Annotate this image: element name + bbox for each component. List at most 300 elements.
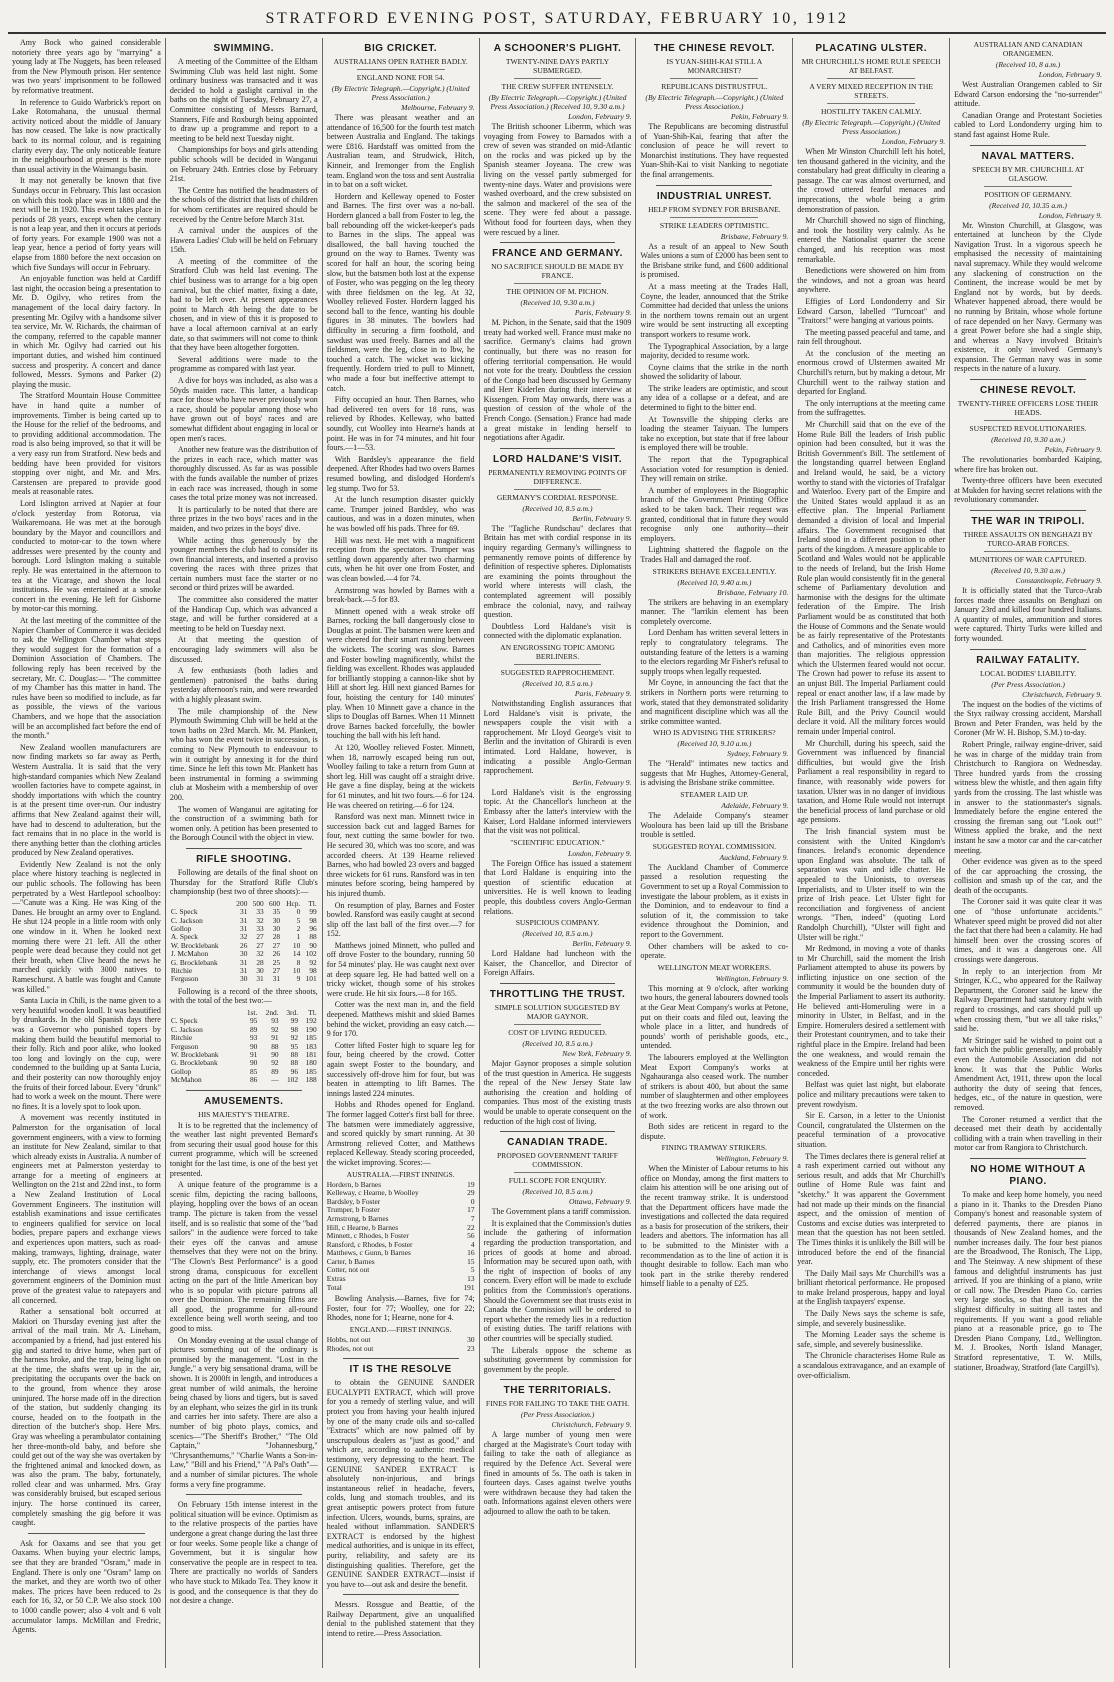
paragraph: A carnival under the auspices of the Hawera Ladies' Club will be held on February 15th. — [169, 226, 318, 255]
paragraph: Other chambers will be asked to co-operate. — [640, 941, 789, 961]
subheading: NO SACRIFICE SHOULD BE MADE BY FRANCE. — [491, 262, 624, 281]
paragraph: In reference to Guido Warbrick's report on Lake Rotomahana, the unusual thermal activity noticed about the middle of January has now ceased. The lake is now practically back to its normal colour, and is regaining clarity every day. The only noticeable feature in the neighbourhood at present is the more than usual activity in the Waimangu basin. — [12, 97, 161, 174]
table-cell: Ritchie — [170, 1033, 193, 1043]
table-cell: 101 — [305, 974, 317, 984]
paragraph: The Adelaide Company's steamer Wooloura has been laid up till the Brisbane trouble is settled. — [640, 811, 789, 840]
divider — [186, 848, 302, 849]
innings-list — [327, 1181, 475, 1293]
table-cell: 32 — [256, 949, 264, 959]
table-cell: 95 — [290, 1041, 299, 1051]
dateline: Brisbane, February 10. — [716, 587, 789, 597]
table-cell: 30 — [272, 923, 281, 933]
column-3 — [322, 38, 479, 1668]
rifle-totals-table — [170, 1009, 318, 1085]
credit-line: (By Electric Telegraph.—Copyright.) (United Press Association.) (Received 10, 9.30 a.m.) — [488, 93, 627, 111]
paragraph: On resumption of play, Barnes and Foster bowled. Ransford was easily caught at second slip off the last ball of the first over.—7 for 152. — [326, 900, 475, 939]
dateline: Pekin, February 9. — [1044, 445, 1102, 455]
divider — [970, 379, 1086, 380]
table-header: 1st. — [246, 1007, 258, 1017]
paragraph: Following are details of the final shoot on Thursday for the Stratford Rifle Club's championship (best two of three shoots):— — [169, 867, 318, 897]
paragraph: Rather a sensational bolt occurred at Makiori on Thursday evening just after the arrival of the mail train. Mr A. Lineham, accompanied by a friend, had just entered his gig and started to drive home, when part of the harness broke, and the trap, being light on at the time, the shafts went up in the air, precipitating the occupants over the back on to the ground, from whence they arose uninjured. The horse made off in the direction of the station, but suddenly changing its course, headed on to the footpath in the direction of the butcher's shop. Here Mrs. Gray was wheeling a perambulator containing her three-month-old baby, and before she could get out of the way she was overtaken by the frightened animal and knocked down, as was also the pram. The baby, fortunately, rolled clear and was unharmed. Mrs. Gray was considerably bruised, but escaped serious injury. The horse continued its career, completely smashing the gig before it was caught. — [12, 1307, 161, 1528]
paragraph: Major Gaynor proposes a simple solution of the trust question in America. He suggests the repeal of the New Jersey State law authorising the creation and holding of companies. Thus most of the existing trusts would be unable to operate consequent on the reduction of the high cost of living. — [483, 1059, 632, 1126]
paragraph: The Foreign Office has issued a statement that Lord Haldane is enquiring into the question of scientific education at universities. He is well known to leading people, this doubtless covers Anglo-German relations. — [483, 858, 632, 916]
paragraph: The Times declares there is general relief at a rash experiment carried out without any serious result, and adds that Mr Churchill's outline of Home Rule was faint and "sketchy." It was apparent the Government had not made up their minds on the financial aspect, and the omission of mention of Customs and excise duties was interpreted to mean that the question has not been settled. The Times thinks it is unlikely the Bill will be introduced before the end of the financial year. — [797, 1151, 946, 1267]
table-cell: 102 — [305, 949, 317, 959]
paragraph: Sir E. Carson, in a letter to the Unionist Council, congratulated the Ulstermen on the peaceful termination of a provocative situation. — [797, 1111, 946, 1149]
credit-line: (Received 10, 8.5 a.m.) — [522, 929, 593, 939]
credit-line: (By Electric Telegraph.—Copyright.) (United Press Association.) — [802, 118, 941, 136]
paragraph: Canadian Orange and Protestant Societies cabled to Lord Londonderry urging him to stand fast against Home Rule. — [954, 110, 1102, 139]
batsman: Matthews, c Gunn, b Barnes — [326, 1248, 411, 1258]
heading-naval-matters: NAVAL MATTERS. — [981, 150, 1075, 162]
table-cell: 89 — [271, 1066, 279, 1076]
dateline: New York, February 9. — [562, 1049, 632, 1059]
table-cell: 26 — [240, 940, 248, 950]
column-1 — [8, 38, 165, 1668]
column-4 — [479, 38, 636, 1668]
heading-territorials: THE TERRITORIALS. — [503, 1385, 612, 1397]
table-cell: 5 — [296, 915, 301, 925]
table-cell: 31 — [240, 957, 248, 967]
table-cell: 26 — [272, 949, 281, 959]
paragraph: The labourers employed at the Wellington Meat Export Company's works at Ngahauranga also ceased work. The number of strikers is about 400, but about the same number of slaughtermen and other employees at the two freezing works are also thrown out of work. — [640, 1052, 789, 1120]
runs: 29 — [467, 1188, 475, 1198]
subheading: STRIKERS BEHAVE EXCELLENTLY. — [652, 566, 777, 576]
paragraph: Hordern and Kelleway opened to Foster and Barnes. The first over was a no-ball. Hordern glanced a ball from Foster to leg, the ball rebounding off the wicket-keeper's pads to Barnes in the slips. The appeal was disallowed, the ball having touched the ground on the way to Barnes. Twenty was scored for half an hour, the scoring being slow, but the batsmen both lost at the expense of Foster, who was pegging on the leg theory with three fieldsmen on the leg. At 32, Woolley relieved Foster. Hordern lagged his second ball to the fence, wanting his double figures in 38 minutes. The bowlers had difficulty in securing a firm foothold, and sawdust was used freely. Barnes and all the fieldsmen, were the leg, close in to lbw, he touched a catch. The wicket was kicking frequently. Hordern tried to pull to Minnett, who made a four but ineffective attempt to catch. — [326, 191, 475, 393]
table-cell: 30 — [240, 949, 248, 959]
divider — [984, 186, 1072, 187]
table-cell: 190 — [305, 1024, 317, 1034]
heading-lord-haldane: LORD HALDANE'S VISIT. — [492, 453, 622, 465]
table-cell: C. Jackson — [170, 915, 203, 925]
table-cell: J. McMahon — [170, 949, 209, 959]
paragraph: Coyne claims that the strike in the north showed the solidarity of labour. — [640, 362, 789, 382]
paragraph: Championships for boys and girls attending public schools will be decided in Wanganui on February 24th. Entries close by February 21st. — [169, 145, 318, 184]
paragraph: This morning at 9 o'clock, after working two hours, the general labourers downed tools at the Gear Meat Company's works at Petone, put on their coats and filed out, leaving the whole place in a litter, and hundreds of pounds' worth of perishable goods, etc., untended. — [640, 983, 789, 1051]
runs: 19 — [467, 1179, 475, 1189]
batsman: Bardsley, b Foster — [326, 1196, 381, 1206]
table-cell: Ferguson — [170, 974, 199, 984]
paragraph: Cotter lifted Foster high to square leg for four, being cheered by the crowd. Cotter again swept Foster to the boundary, and successively off-drove him for four, but was beaten in attempting to lift Barnes. The innings lasted 224 minutes. — [326, 1040, 475, 1098]
paragraph: In reply to an interjection from Mr Stringer, K.C., who appeared for the Railway Department, the Coroner said he knew the Railway Department had statutory right with regard to crossings, and cars should pull up when crossing them, "but we all take risks," said he. — [954, 966, 1102, 1034]
table-cell: 90 — [271, 1049, 279, 1059]
batsman: Trumper, b Foster — [326, 1205, 380, 1215]
dateline: Melbourne, February 9. — [401, 103, 475, 112]
table-cell: 91 — [249, 1049, 258, 1059]
runs: 56 — [467, 1231, 475, 1241]
paragraph: The Chronicle characterises Home Rule as a scandalous extravagance, and an example of over-officialism. — [797, 1351, 946, 1380]
runs: 16 — [467, 1248, 475, 1258]
paragraph: Evidently New Zealand is not the only place where history teaching is neglected in our public schools. The following has been perpetrated by a West Hartlepool schoolboy:—"Canute was a King. He was King of the Danes. He brought an army over to England. He shut 124 people in a little room with only one window in it. When he looked next morning there were 21 left. All the other people were dead because they could not get their breath, when Clive heard the news he marched quickly with 3000 natives to Rameschurst. A battle was fought and Canute was killed." — [12, 859, 161, 994]
paragraph: Bowling Analysis.—Barnes, five for 74; Foster, four for 77; Woolley, one for 22; Rhodes, none for 1; Hearne, none for 4. — [326, 1294, 475, 1323]
innings-list — [327, 1336, 475, 1353]
dateline: Constantinople, February 9. — [1015, 576, 1102, 586]
subheading: "SCIENTIFIC EDUCATION." — [510, 837, 605, 847]
paragraph: It may not generally be known that five Sundays occur in February. This last occasion on which this took place was in 1880 and the next will be in 1920. This event takes place in periods of 28 years, except when the century is not a leap year, and then it occurs at periods of forty years. For example 1900 was not a leap year, hence a period of forty years will elapse from 1880 before the next occasion on which five Sundays will occur in February. — [12, 176, 161, 272]
batsman: Hill, c Hearne, b Barnes — [326, 1222, 399, 1232]
table-cell: 31 — [272, 974, 281, 984]
paragraph: Lord Islington arrived at Napier at four o'clock yesterday from Rotorua, via Waikaremoana. He was met at the borough boundary by the Mayor and councillors and conducted to motor-car to the town where addresses were presented by the county and borough. Lord Islington making a suitable reply. He was entertained in the afternoon to tea at the Vicarage, and shown the local institutions. He was entertained at a smoke concert in the evening. He left for Gisborne by motor-car this morning. — [12, 498, 161, 614]
paragraph: Lord Haldane had luncheon with the Kaiser, the Chancellor, and Director of Foreign Affairs. — [483, 949, 632, 978]
divider — [514, 1172, 602, 1173]
table-cell: 27 — [256, 932, 264, 942]
credit-line: (By Electric Telegraph.—Copyright.) (United Press Association.) — [645, 93, 784, 111]
subheading: FINES FOR FAILING TO TAKE THE OATH. — [485, 1399, 630, 1409]
subheading: POSITION OF GERMANY. — [984, 189, 1072, 199]
table-cell: C. Speck — [170, 1016, 198, 1026]
table-cell: 89 — [249, 1024, 258, 1034]
credit-line: (Received 10, 8 a.m.) — [995, 60, 1061, 69]
table-cell: 28 — [256, 957, 264, 967]
paragraph: When Mr Winston Churchill left his hotel, ten thousand gathered in the vicinity, and the constabulary had great difficulty in clearing a passage. The car was almost overturned, and the crowd uttered fearful menaces and imprecations, the whole being a grim demonstration of passion. — [797, 147, 946, 214]
paragraph: New Zealand woollen manufacturers are now finding markets so far away as Perth, Western Australia. It is said that the very high-standard companies which New Zealand woollen factories have to compete against, in shoddy importations with which the country is at the present time over-run. Our industry affirms that New Zealand against their will, have had to descend to adulteration, but the fact remains that in no place in the world is there anything better than the clothing articles produced by New Zealand operatives. — [12, 742, 161, 858]
divider — [970, 649, 1086, 650]
divider — [670, 78, 758, 79]
divider — [500, 242, 616, 243]
table-cell: 96 — [290, 1066, 299, 1076]
paragraph: Doubtless Lord Haldane's visit is connected with the diplomatic explanation. — [483, 621, 632, 641]
heading-swimming: SWIMMING. — [213, 43, 275, 54]
list-item — [327, 1275, 475, 1284]
table-cell: 30 — [272, 915, 281, 925]
divider — [827, 78, 915, 79]
table-cell: 92 — [271, 1024, 279, 1034]
table-header: 2nd. — [265, 1007, 279, 1017]
table-cell: 88 — [271, 1041, 279, 1051]
dateline: London, February 9. — [568, 112, 632, 121]
runs: 0 — [470, 1196, 475, 1206]
heading-chinese-revolt: CHINESE REVOLT. — [979, 385, 1077, 397]
paragraph: On Monday evening at the usual change of pictures something out of the ordinary is promised by the management. "Lost in the Jungle," a very big sensational drama, will be shown. It is 2000ft in length, and introduces a great number of wild animals, the heroine being chased by lions and tigers, but is saved by an elephant, who seizes the girl in its trunk and carries her into safety. There are also a number of big photo plays, comics, and scenics—"The Sheriff's Brother," "The Old Captain," "Johannesburg," "Chrysanthemums," "Charlie Wants a Son-in-Law," "Bill and his Friend," "A Pal's Oath"—and a number of similar pictures. The whole forms a very fine programme. — [169, 1335, 318, 1489]
table-cell: 31 — [240, 915, 248, 925]
table-cell: 92 — [309, 957, 317, 967]
paragraph: The British schooner Liberrm, which was voyaging from Fowey to Barnados with a crew of seven was stranded on mid-Atlantic on the rocks and was picked up by the Spanish steamer Joyeana. The crew was living on the vessel partly submerged for twenty-nine days. Water and provisions were washed overboard, and the crew subsisted on the salmon and mackerel of the sea of the scene. They were fed about a passage. Without food for fourteen days, when they were rescued by a liner. — [483, 122, 632, 237]
table-cell: 27 — [272, 965, 281, 975]
paragraph: Mr. Winston Churchill, at Glasgow, was entertained at luncheon by the Clyde Navigation Trust. In a vigorous speech he emphasised the necessity of maintaining naval supremacy. While they would welcome any slackening of construction on the Continent, the increase would be met by England not by words, but by deeds. Whatever happened abroad, there would be no running by Britain, whose whole fortune of race depended on her Navy. Germany was a great Power before she had a single ship, and whereas a Navy involved Britain's existence, it only involved Germany's expansion. The German navy was in some respects in the nature of a luxury. — [954, 220, 1102, 374]
subheading: AUSTRALIANS OPEN RATHER BADLY. — [333, 57, 468, 66]
paragraph: With Bardsley's appearance the field deepened. After Rhodes had two overs Barnes resumed bowling, and dislodged Hordern's leg stump. Two for 53. — [326, 454, 475, 493]
paragraph: The Daily News says the scheme is safe, simple, and severely businesslike. — [797, 1309, 946, 1328]
table-cell: 188 — [305, 1075, 317, 1085]
batsman: Kelleway, c Hearne, b Woolley — [326, 1188, 419, 1198]
table-cell: Ritchie — [170, 965, 193, 975]
table-cell: 0 — [296, 907, 301, 917]
column-2 — [165, 38, 322, 1668]
divider — [656, 185, 772, 186]
subheading: COST OF LIVING REDUCED. — [508, 1028, 607, 1038]
divider — [984, 420, 1072, 421]
paragraph: A dive for boys was included, as also was a 50yds maiden race. This latter, a handicap race for those who have never previously won a race, should be popular among those who have grown out of boys' races and are somewhat diffident about engaging in local or open men's races. — [169, 376, 318, 443]
paragraph: It is explained that the Commission's duties include the gathering of information regarding the production transportation, and prices of goods at home and abroad. Information may be secured upon oath, with the right of inspection of books of any concern. Every effort will be made to exclude politics from the Commission's operations. Should the Government see that trusts exist in Canada the Commission will be ordered to report whether the remedy lies in a reduction of existing duties. The tariff relations with other countries will be specially studied. — [483, 1218, 632, 1343]
paragraph: Santa Lucia in Chili, is the name given to a very beautiful wooden knoll. It was beautified by drunkards. In the old Spanish days there was a Governor who punished topers by making them build the beautiful memorial to their folly. Rich and poor alike, who looked too long and lovingly on the cup, were condemned to the building up at Santa Lucia, and their posterity can now thoroughly enjoy the fruits of their forced labour. Every "drunk" had to work a week on the mount. There were no fines. It is a lovely spot to look upon. — [12, 996, 161, 1111]
dateline: London, February 9. — [568, 848, 632, 858]
credit-line: (Received 10, 9.10 a.m.) — [677, 739, 752, 749]
table-header: Tl. — [308, 898, 317, 908]
table-cell: 88 — [309, 932, 317, 942]
table-cell: 10 — [292, 940, 301, 950]
paragraph: The strike leaders are optimistic, and scout any idea of a collapse or a defeat, and are determined to fight to the bitter end. — [640, 383, 789, 413]
runs: 15 — [467, 1256, 475, 1266]
dateline: Christchurch, February 9. — [551, 1420, 632, 1430]
column-6 — [792, 38, 949, 1668]
paragraph: Hobbs and Rhodes opened for England. The former lagged Cotter's first ball for three. The batsmen were immediately aggressive, and scored quickly by smart running. At 30 Armstrong relieved Cotter, and Matthews replaced Kelleway. Steady scoring proceeded, the wicket improving. Scores:— — [326, 1100, 475, 1167]
table-cell: 28 — [272, 932, 281, 942]
paragraph: There was pleasant weather and an attendance of 16,500 for the fourth test match between Australia and England. The takings were £816. Hardstaff was omitted from the Australian team, and Strudwick, Hitch, Kinneir, and Iremonger from the English team. England won the toss and sent Australia in to bat on a soft wicket. — [326, 113, 475, 190]
batsman: Total — [326, 1282, 342, 1292]
table-cell: 185 — [305, 1033, 317, 1043]
table-cell: 99 — [309, 907, 317, 917]
table-cell: 88 — [290, 1049, 299, 1059]
divider — [500, 1379, 616, 1380]
table-cell: 30 — [256, 965, 264, 975]
paragraph: Effigies of Lord Londonderry and Sir Edward Carson, labelled "Turncoat" and "Traitors!" were hanging at various points. — [797, 296, 946, 326]
paragraph: The Coroner said it was quite clear it was one of "those unfortunate accidents." Whatever speed might be proved did not alter the fact that there had been a calamity. He had himself been over the crossing scores of times, and it was a dangerous one. All crossings were dangerous. — [954, 897, 1102, 965]
dateline: Berlin, February 9. — [572, 777, 632, 787]
table-cell: 8 — [296, 957, 301, 967]
paragraph: At that meeting the question of encouraging lady swimmers will also be discussed. — [169, 635, 318, 664]
table-cell: 90 — [309, 940, 317, 950]
heading-war-in-tripoli: THE WAR IN TRIPOLI. — [971, 516, 1085, 528]
subheading: THREE ASSAULTS ON BENGHAZI BY TURCO-ARAB FORCES. — [963, 530, 1093, 549]
divider — [514, 283, 602, 284]
divider — [514, 664, 602, 665]
credit-line: (Received 10, 9.30 a.m.) — [520, 298, 595, 308]
paragraph: Mr Churchill, during his speech, said the Government was influenced by financial difficulties, but would give the Irish Parliament a real responsibility in regard to finance, with reasonably wide powers for taxation. Ulster was in no danger of invidious taxation, and Home Rule would not interrupt the beneficial process of land purchase or old age pensions. — [797, 738, 946, 825]
paragraph: The Republicans are becoming distrustful of Yuan-Shih-Kai, fearing that after the conclusion of peace he will revert to Monarchist institutions. They have requested Yuan-Shih-Kai to visit Nanking to negotiate the final arrangements. — [640, 122, 789, 179]
paragraph: A unique feature of the programme is a scenic film, depicting the racing balloons, playing, hoppling over the bows of an ocean tramp. The picture is taken from the vessel itself, and is so realistic that some of the "bad sailors" in the audience were forced to take their eyes off the canvas and amuse themselves that they were not on the briny. "The Clown's Best Performance" is a good strong drama, conspicuous for excellent acting on the part of the little American boy who is so popular with picture patrons all over the Dominion. The remaining films are all good, the programme for all-round excellence being well worth seeing, and too good to miss. — [169, 1180, 318, 1334]
table-cell: Ferguson — [170, 1041, 199, 1051]
credit-line: (Per Press Association.) — [520, 1410, 595, 1420]
innings-title: ENGLAND.—FIRST INNINGS. — [349, 1325, 452, 1335]
divider — [186, 1090, 302, 1091]
table-cell: 180 — [305, 1058, 317, 1068]
paragraph: The Coroner returned a verdict that the deceased met their death by accidentally colliding with a train when travelling in their motor car from Rangiora to Christchurch. — [954, 1114, 1102, 1153]
paragraph: Messrs. Rossgue and Beattie, of the Railway Department, give an unqualified denial to the published statement that they intend to retire.—Press Association. — [326, 1600, 475, 1639]
table-cell: A. Speck — [170, 932, 198, 942]
divider — [670, 217, 758, 218]
paragraph: Minnett opened with a weak stroke off Barnes, rocking the ball dangerously close to Douglas at point. The batsmen were keen and were cheered for their smart running between the wickets. The scoring was slow. Barnes and Foster bowling magnificently, whilst the fielding was excellent. Rhodes was applauded for brilliantly stopping a cannon-like shot by Hill at short leg. Hill next gianced Barnes for four, hoisting the century for 140 minutes' play. When 10 Minnett gave a chance in the slips to Douglas off Barnes. When 11 Minnett drove Barnes backed forcefully, the bowler touching the ball with his left hand. — [326, 606, 475, 741]
paragraph: The Centre has notified the headmasters of the schools of the district that lists of children for whom certificates are required should be received by the Centre before March 31st. — [169, 185, 318, 224]
column-7 — [949, 38, 1106, 1668]
subheading: THE OPINION OF M. PICHON. — [506, 287, 609, 297]
table-cell: W. Brocklebank — [170, 940, 219, 950]
table-cell: 96 — [309, 923, 317, 933]
heading-railway-fatality: RAILWAY FATALITY. — [976, 654, 1080, 666]
subheading: REPUBLICANS DISTRUSTFUL. — [661, 82, 768, 91]
subheading: SUSPICIOUS COMPANY. — [515, 918, 600, 928]
table-cell: 31 — [240, 965, 248, 975]
paragraph: The Auckland Chamber of Commerce passed a resolution requesting the Government to set up a Royal Commission to investigate the labour problem, as it exists in the Dominion, and to endeavour to find a solution of it, the commission to take evidence throughout the Dominion, and report to the Government. — [640, 862, 789, 939]
dateline: Adelaide, February 9. — [721, 801, 789, 811]
paragraph: Robert Pringle, railway engine-driver, said he was in charge of the midday train from Christchurch to Rangiora on Wednesday. Three hundred yards from the crossing witness blew the whistle, and then again fifty yards from the crossing. The last whistle was in answer to the stationmaster's signals. Immediately before the engine entered the crossing the fireman sang out "Look out!" Witness applied the brake, and the next instant he saw a motor car and the car-catcher meeting. — [954, 739, 1102, 855]
subheading: HELP FROM SYDNEY FOR BRISBANE. — [648, 204, 781, 214]
heading-canadian-trade: CANADIAN TRADE. — [507, 1137, 608, 1149]
paragraph: Several additions were made to the programme as compared with last year. — [169, 354, 318, 374]
paragraph: At 120, Woolley relieved Foster. Minnett, when 18, narrowly escaped being run out, Woolley failing to take a return from Gunn at short leg. Hill was caught off a straight drive. He gave a fine display, being at the wickets for 61 minutes, and hit two fours.—6 for 124. He was cheered on retiring.—6 for 124. — [326, 743, 475, 810]
table-cell: 95 — [249, 1016, 258, 1026]
table-cell: 98 — [309, 965, 317, 975]
advertisement: to obtain the GENUINE SANDER EUCALYPTI EXTRACT, which will prove for you a remedy of sterling value, and will protect you from having your health injured by one of the many crude oils and so-called "Extracts" which are now palmed off by unscrupulous dealers as "just as good," and which are, according to authentic medical testimony, very depressing to the heart. The GENUINE SANDER EXTRACT is absolutely non-injurious, and brings instantaneous relief in headache, fevers, colds, lung and stomach troubles, and its great antiseptic powers protect from future infection. Ulcers, wounds, burns, sprains, are healed without inflammation. SANDER'S EXTRACT is endorsed by the highest medical authorities, and is unique in its effect, purity, reliability, and safety are its distinguishing qualities. Therefore, get the GENUINE SANDER EXTRACT—insist if you have to—out ask and desire the benefit. — [326, 1378, 475, 1589]
paragraph: At the last meeting of the committee of the Napier Chamber of Commerce it was decided to ask the Wellington Chamber what steps they would suggest for the formation of a Dominion Association of Chambers. The following reply has been received by the secretary, Mr. C. Douglas:— "The committee of my Chamber has this matter in hand. The rules have been so modified to include, as far as possible, the views of the various Chambers, and we hope that the association will be an accomplished fact before the end of the month." — [12, 616, 161, 741]
paragraph: Hill was next. He met with a magnificent reception from the spectators. Trumper was settling down apparently after two charming cuts, when he hit over one from Foster, and was clean bowled.—4 for 74. — [326, 535, 475, 583]
paragraph: The Daily Mail says Mr Churchill's was a brilliant rhetorical performance. He proposed to make Ireland prosperous, happy and loyal at the English taxpayers' expense. — [797, 1268, 946, 1307]
table-row — [170, 1076, 318, 1084]
batsman: Rhodes, not out — [326, 1343, 374, 1353]
subheading: WELLINGTON MEAT WORKERS. — [657, 962, 771, 972]
runs: 13 — [467, 1274, 475, 1284]
paragraph: A movement was recently instituted in Palmerston for the organisation of local government engineers, with a view to forming an institute for New Zealand, similar to that which already exists in Australia. A number of engineers met at Palmerston yesterday to arrange for a meeting of engineers at Wellington on the 21st and 22nd inst., to form a New Zealand Institution of Local Government Engineers. The institution will establish examinations and issue certificates to engineers qualified for service on local bodies, prepare papers and exchange views and experiences upon matters, such as road-making, tramways, lighting, drainage, water supply, etc. The promoters consider that the interchange of views amongst local government engineers of the Dominion must prove of the greatest value to ratepayers and all concerned. — [12, 1113, 161, 1305]
dateline: London, February 9. — [1038, 70, 1102, 79]
credit-line: (By Electric Telegraph.—Copyright.) (United Press Association.) — [331, 84, 470, 102]
paragraph: At Townsville the shipping clerks are loading the steamer Taiyuan. The lumpers take no exception, but state that if free labour is employed there will be trouble. — [640, 414, 789, 453]
table-cell: 10 — [292, 965, 301, 975]
subheading: SUGGESTED RAPPROCHEMENT. — [500, 667, 615, 677]
divider — [514, 78, 602, 79]
batsman: Cotter, not out — [326, 1265, 370, 1275]
table-cell: 102 — [286, 1075, 299, 1085]
table-cell: 85 — [249, 1066, 258, 1076]
subheading: LOCAL BODIES' LIABILITY. — [980, 668, 1077, 678]
table-cell: C. Jackson — [170, 1024, 203, 1034]
credit-line: (Per Press Association.) — [991, 679, 1065, 689]
paragraph: Lord Denham has written several letters in reply to congratulatory telegrams. The outstanding feature of the letters is a warning to the electors regarding Mr Fisher's refusal to supply troops when legally requested. — [640, 628, 789, 676]
paragraph: The "Herald" intimates new tactics and suggests that Mr Hughes, Attorney-General, is advising the Brisbane strike committee. — [640, 759, 789, 788]
paragraph: When the Minister of Labour returns to his office on Monday, among the first matters to claim his attention will be one arising out of the recent tramway strike. It is understood that the Department officers have made the investigations and collected the data required as a basis for prosecution of the strikers, their leaders and abettors. The information has all to be submitted to the Minister with a recommendation as to the line of action it is thought desirable to follow. Each man who took part in the strike thereby rendered himself liable to a penalty of £25. — [640, 1164, 789, 1289]
paragraph: Mr Redmond, in moving a vote of thanks to Mr Churchill, said the moment the Irish Parliament attempted to abuse its powers by inflicting injustice on one section of the community it would be the bounden duty of the Imperial Parliament to assert its authority. He believed anti-Homeruling were in a minority in Ulster, in Belfast, and in the Empire. Homerulers desired a settlement with their Protestant countrymen, and to take their rightful place in the Empire. Ireland had been the one weakness, and would remain the weakness of the Empire until her rights were conceded. — [797, 944, 946, 1078]
subheading: MUNITIONS OF WAR CAPTURED. — [969, 555, 1087, 565]
runs: 17 — [467, 1205, 475, 1215]
paragraph: Cotter was the next man in, and the field deepened. Matthews mishit and skied Barnes behind the wicket, providing an easy catch.—9 for 170. — [326, 1000, 475, 1039]
heading-industrial-unrest: INDUSTRIAL UNREST. — [656, 190, 772, 202]
paragraph: The mile championship of the New Plymouth Swimming Club will be held at the town baths on 23rd March. Mr. M. Plankett, who has won the event twice in succession, is coming to New Plymouth to endeavour to win it outright by annexing it for the third time. Since he left this town Mr. Plankett has been instrumental in forming a swimming club at Mosheim with a membership of over 200. — [169, 706, 318, 802]
advertisement: Ask for Oaxams and see that you get Oaxams. When buying your electric lamps, see that they are branded "Osram," made in England. There is only one "Osram" lamp on the market, and they are worth two of other makes. The prices have been reduced to 2s each for 16, 32, or 50 C.P. We also stock 100 to 1000 candle power; also 4 volt and 6 volt accumulator lamps. McMillan and Fredric, Agents. — [12, 1538, 161, 1635]
subheading: SIMPLE SOLUTION SUGGESTED BY MAJOR GAYNOR. — [494, 1003, 621, 1022]
subheading: THE CREW SUFFER INTENSELY. — [501, 82, 614, 91]
paragraph: The Stratford Mountain House Committee have in hand quite a number of improvements. Timber is being carted up to the House for the relief of the bedrooms, and to providing additional accommodation. The road is also being improved, so that it will be a very easy run from Stratford. New beds and bedding have been provided for visitors stopping over night, and Mr. and Mrs. Carstensen are prepared to provide good meals at reasonable rates. — [12, 391, 161, 497]
table-cell: 32 — [240, 932, 248, 942]
paragraph: Mr Stringer said he wished to point out a fact which the public generally, and probably even the Automobile Association did not know. It was that the Public Works Amendment Act, 1911, threw upon the local authority the duty of seeing that fences, hedges, etc., of the nature in question, were removed. — [954, 1035, 1102, 1112]
paragraph: The strikers are behaving in an exemplary manner. The "larrikin element has been completely overcome. — [640, 597, 789, 626]
runs: 22 — [467, 1222, 475, 1232]
table-cell: 185 — [305, 1066, 317, 1076]
runs: 30 — [467, 1335, 475, 1345]
credit-line: (Received 10, 8.5 a.m.) — [522, 678, 593, 688]
subheading: IS YUAN-SHIH-KAI STILL A MONARCHIST? — [666, 57, 763, 75]
paragraph: Other evidence was given as to the speed of the car approaching the crossing, the collision and smash up of the car, and the death of the occupants. — [954, 857, 1102, 895]
paragraph: On February 15th intense interest in the political situation will be evince. Optimism as to the relative prospects of the parties have undergone a great change during the last three or four weeks. Some people like a change of Government, but it is singular how conservative the people are in respect to tea. There are practically no worlds of Sanders who have stuck to Mikado Tea. They know it is good, and the consequence is that they do not desire a change. — [169, 1500, 318, 1606]
subheading: WHO IS ADVISING THE STRIKERS? — [653, 728, 776, 738]
table-cell: 93 — [271, 1016, 279, 1026]
paragraph: The Liberals oppose the scheme as substituting government by commission for government by the people. — [483, 1345, 632, 1374]
subheading: PROPOSED GOVERNMENT TARIFF COMMISSION. — [496, 1151, 619, 1170]
advertisement: To make and keep home homely, you need a piano in it. Thanks to the Dresden Piano Company's honest and reasonable system of deferred payments, there are pianos in thousands of New Zealand homes, and the number increases daily. The four best pianos are the Broadwood, The Ronisch, The Lipp, and The Steinway. A new shipment of these famous and delightful instruments has just arrived. If you are thinking of a piano, write or call now. The Dresden Piano Co. carries very large stocks, so that there is not the slightest difficulty in suiting all tastes and requirements. If you want a good reliable piano at a reasonable price, go to The Dresden Piano Company, Ltd., Wellington. M. J. Brookes, North Island Manager, Stratford representative, T. W. Mills, stationer, Broadway, Stratford (late Cargill's). — [954, 1189, 1102, 1372]
paragraph: The report that the Typographical Association voted for resumption is denied. They will remain on strike. — [640, 455, 789, 484]
list-item — [327, 1345, 475, 1354]
dateline: London, February 9. — [881, 137, 946, 146]
dateline: Ottawa, February 9. — [568, 1197, 632, 1207]
table-cell: G. Brocklebank — [170, 957, 218, 967]
credit-line: (Received 10, 8.5 a.m.) — [522, 1039, 593, 1049]
paragraph: Fifty occupied an hour. Then Barnes, who had delivered ten overs for 18 runs, was relieved by Rhodes. Kelleway, who batted soundly, cut Woolley into Hearne's hands at point. He was in for 74 minutes, and hit four fours.—1—53. — [326, 395, 475, 453]
paragraph: As a result of an appeal to New South Wales unions a sum of £2000 has been sent to the Brisbane strike fund, and £600 additional is promised. — [640, 241, 789, 280]
dateline: Berlin, February 9. — [572, 939, 632, 949]
batsman: Hobbs, not out — [326, 1335, 371, 1345]
dateline: Wellington, February 9. — [715, 973, 789, 983]
subheading: STRIKE LEADERS OPTIMISTIC. — [659, 220, 769, 230]
subheading: FULL SCOPE FOR ENQUIRY. — [508, 1176, 607, 1186]
table-header: 500 — [252, 898, 264, 908]
table-cell: 33 — [256, 923, 264, 933]
dateline: Brisbane, February 9. — [720, 231, 789, 241]
subheading: AUSTRALIAN AND CANADIAN ORANGEMEN. — [973, 40, 1083, 58]
table-cell: 31 — [240, 923, 248, 933]
heading-schooner: A SCHOONER'S PLIGHT. — [493, 43, 622, 54]
table-cell: 32 — [256, 915, 264, 925]
paragraph: The only interruptions at the meeting came from the suffragettes. — [797, 398, 946, 418]
paragraph: Matthews joined Minnett, who pulled and off drove Foster to the boundary, running 50 for 54 minutes' play. He was caught next over at deep square leg. He had batted well on a tricky wicket, though some of his strokes were crude. He hit six fours.—8 for 165. — [326, 940, 475, 998]
batsman: Ransford, c Rhodes, b Foster — [326, 1239, 413, 1249]
paragraph: The revolutionaries bombarded Kaiping, where fire has broken out. — [954, 455, 1102, 474]
paragraph: It is to be regretted that the inclemency of the weather last night prevented Bernard's from securing their usual good house for this current programme, which will be screened tonight for the last time, is one of the best yet presented. — [169, 1120, 318, 1178]
divider — [514, 1024, 602, 1025]
table-cell: 33 — [256, 907, 264, 917]
list-item — [327, 1266, 475, 1275]
paragraph: At the lunch resumption disaster quickly came. Trumper joined Bardsley, who was cautious, and was in a dozen minutes, when he was bowled off his pads. Three for 69. — [326, 495, 475, 533]
paragraph: M. Pichon, in the Senate, said that the 1909 treaty had worked well. France must make no sacrifice. Germany's claims had grown continually, but there was no reason for offering territorial compensation. He would not vote for the treaty. Doubtless the cession of the Congo had been discussed by Germany and Herr Kiderlen during their interview at Kissengen. From May onwards, there was a question of cession of the whole of the French Congo. (Sensation.) France had made a great mistake in lending herself to negotiations after Agadir. — [483, 318, 632, 443]
paragraph: At a mass meeting at the Trades Hall, Coyne, the leader, announced that the Strike Committee had decided that unless the unions in the northern towns remain out an urgent wire would be sent instructing all excepting transport workers to resume work. — [640, 281, 789, 339]
table-cell: W. Brocklebank — [170, 1049, 219, 1059]
table-cell: 27 — [272, 940, 281, 950]
batsman: Hordern, b Barnes — [326, 1179, 382, 1189]
heading-resolve: IT IS THE RESOLVE — [349, 1364, 452, 1376]
heading-throttling-trust: THROTTLING THE TRUST. — [489, 989, 626, 1001]
dateline: Paris, February 9. — [574, 308, 632, 318]
divider — [500, 448, 616, 449]
paragraph: Twenty-three officers have been executed at Mukden for having secret relations with the revolutionary commander. — [954, 476, 1102, 505]
paragraph: The committee also considered the matter of the Handicap Cup, which was advanced a stage, and will be further considered at a meeting to be held on Tuesday next. — [169, 595, 318, 633]
table-cell: G. Brocklebank — [170, 1058, 218, 1068]
paragraph: The Typographical Association, by a large majority, decided to resume work. — [640, 341, 789, 361]
divider — [500, 983, 616, 984]
paragraph: Both sides are reticent in regard to the dispute. — [640, 1122, 789, 1141]
subheading: TWENTY-NINE DAYS PARTLY SUBMERGED. — [505, 57, 610, 75]
divider — [970, 1158, 1086, 1159]
paragraph: The women of Wanganui are agitating for the construction of a swimming bath for women only. A petition has been presented to the Borough Council with the object in view. — [169, 804, 318, 843]
paragraph: The Irish financial system must be consistent with the United Kingdom's finances. Ireland's economic dependence upon England was absolute. The talk of separation was vain and idle chatter. He appealed to the Unionists, to overseas Imperialists, and to Ulster itself to win the prize of Irish peace. Let Ulster fight for reconciliation and forgiveness of ancient wrongs. "Then, indeed" (quoting Lord Randolph Churchill), "Ulster will fight and Ulster will be right." — [797, 826, 946, 942]
paragraph: While acting thus generously by the younger members the club had to consider its own financial interests, and inserted a proviso covering the races with three prizes that certain numbers must face the starter or no second or third prizes will be awarded. — [169, 535, 318, 593]
table-cell: 25 — [272, 957, 281, 967]
dateline: Christchurch, February 9. — [1022, 689, 1102, 699]
subheading: SUSPECTED REVOLUTIONARIES. — [969, 424, 1087, 434]
dateline: Pekin, February 9. — [730, 112, 789, 121]
table-cell: 2 — [296, 923, 301, 933]
paragraph: Mr Churchill showed no sign of flinching, and took the hostility very calmly. As he entered the Nationalist quarter the scene changed, and his reception was most remarkable. — [797, 216, 946, 264]
paragraph: The meeting passed peaceful and tame, and rain fell throughout. — [797, 327, 946, 347]
table-cell: 86 — [249, 1075, 258, 1085]
runs: 191 — [463, 1282, 475, 1292]
table-cell: 88 — [290, 1058, 299, 1068]
dateline: Wellington, February 9. — [715, 1154, 789, 1164]
heading-amusements: AMUSEMENTS. — [204, 1095, 284, 1107]
subheading: GERMANY'S CORDIAL RESPONSE. — [496, 492, 619, 502]
credit-line: (Received 10, 8.5 a.m.) — [522, 503, 593, 513]
table-cell: McMahon — [170, 1075, 202, 1085]
subheading: MR CHURCHILL'S HOME RULE SPEECH AT BELFAST. — [801, 57, 941, 75]
divider — [343, 1358, 459, 1359]
divider — [343, 1594, 459, 1595]
heading-rifle-shooting: RIFLE SHOOTING. — [196, 853, 292, 865]
table-cell: 91 — [271, 1033, 279, 1043]
